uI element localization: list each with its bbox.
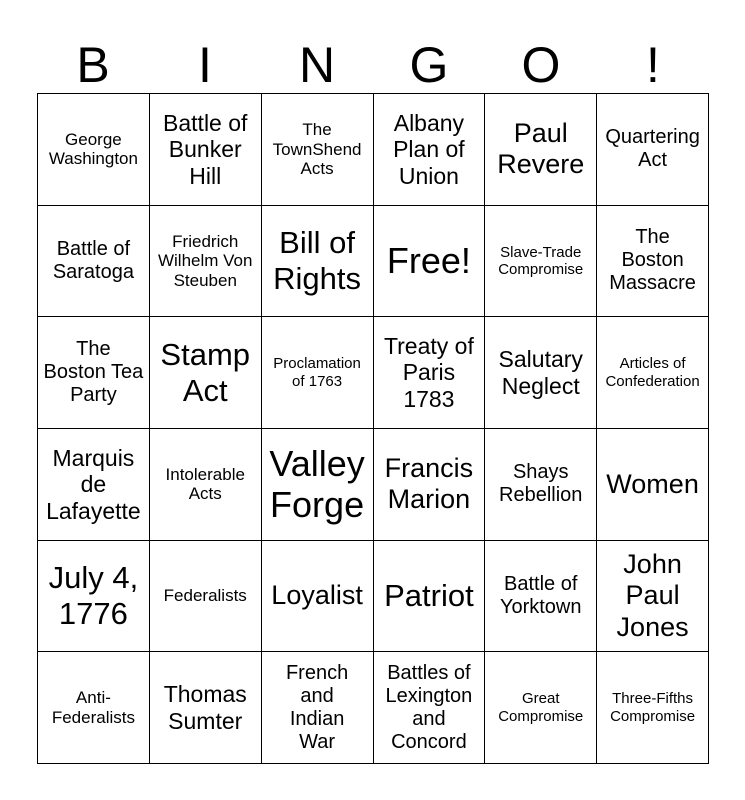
bingo-cell[interactable] <box>374 541 486 653</box>
bingo-cell[interactable] <box>150 541 262 653</box>
cell-label: Albany Plan of Union <box>393 109 465 189</box>
cell-label: Great Compromise <box>498 690 584 725</box>
bingo-cell[interactable] <box>262 652 374 764</box>
bingo-cell[interactable] <box>150 206 262 318</box>
bingo-cell[interactable] <box>597 541 709 653</box>
free-space-label: Free! <box>386 240 471 282</box>
cell-label: Thomas Sumter <box>163 681 247 734</box>
header-letter-o: O <box>521 37 561 93</box>
bingo-cell[interactable] <box>38 206 150 318</box>
bingo-cell[interactable] <box>597 429 709 541</box>
header-letter-exclamation: ! <box>646 37 660 93</box>
bingo-cell[interactable] <box>485 317 597 429</box>
cell-label: Quartering Act <box>605 126 700 172</box>
bingo-cell[interactable] <box>262 317 374 429</box>
bingo-cell[interactable] <box>262 206 374 318</box>
header-letter-g: G <box>409 37 449 93</box>
bingo-cell[interactable] <box>597 652 709 764</box>
cell-label: Battle of Bunker Hill <box>163 109 248 189</box>
cell-label: Battles of Lexington and Concord <box>385 661 473 753</box>
header-letter-n: N <box>298 37 336 93</box>
bingo-cell[interactable] <box>38 94 150 206</box>
cell-label: French and Indian War <box>285 661 349 753</box>
free-space-cell[interactable] <box>374 206 486 318</box>
bingo-cell[interactable] <box>262 429 374 541</box>
bingo-cell[interactable] <box>485 541 597 653</box>
cell-label: Battle of Yorktown <box>499 572 582 618</box>
bingo-cell[interactable] <box>374 317 486 429</box>
bingo-cell[interactable] <box>374 652 486 764</box>
bingo-cell[interactable] <box>150 94 262 206</box>
cell-label: Shays Rebellion <box>499 461 583 507</box>
bingo-card-grid <box>37 93 709 764</box>
cell-label: John Paul Jones <box>616 549 689 642</box>
cell-label: The Boston Massacre <box>609 226 696 295</box>
cell-label: Salutary Neglect <box>498 346 583 399</box>
cell-label: Battle of Saratoga <box>52 237 134 283</box>
cell-label: Friedrich Wilhelm Von Steuben <box>157 231 253 290</box>
bingo-cell[interactable] <box>150 317 262 429</box>
cell-label: Bill of Rights <box>273 225 362 296</box>
cell-label: The Boston Tea Party <box>43 338 144 407</box>
bingo-cell[interactable] <box>485 429 597 541</box>
bingo-cell[interactable] <box>374 94 486 206</box>
bingo-cell[interactable] <box>262 541 374 653</box>
cell-label: Intolerable Acts <box>165 464 245 504</box>
cell-label: Loyalist <box>271 580 363 611</box>
header-letter-i: I <box>198 37 212 93</box>
bingo-cell[interactable] <box>374 429 486 541</box>
bingo-cell[interactable] <box>38 317 150 429</box>
bingo-cell[interactable] <box>150 429 262 541</box>
bingo-cell[interactable] <box>597 94 709 206</box>
bingo-cell[interactable] <box>150 652 262 764</box>
cell-label: Articles of Confederation <box>605 355 700 390</box>
cell-label: George Washington <box>48 129 138 169</box>
bingo-cell[interactable] <box>597 317 709 429</box>
cell-label: Stamp Act <box>160 337 251 408</box>
header-letter-b: B <box>76 37 110 93</box>
bingo-cell[interactable] <box>485 94 597 206</box>
bingo-cell[interactable] <box>262 94 374 206</box>
cell-label: Francis Marion <box>384 453 474 515</box>
cell-label: Federalists <box>163 586 247 606</box>
bingo-cell[interactable] <box>597 206 709 318</box>
cell-label: Slave-Trade Compromise <box>498 243 584 278</box>
cell-label: Women <box>606 468 699 499</box>
bingo-cell[interactable] <box>38 429 150 541</box>
cell-label: Proclamation of 1763 <box>273 355 361 390</box>
cell-label: Treaty of Paris 1783 <box>383 333 474 412</box>
cell-label: July 4, 1776 <box>48 560 139 631</box>
cell-label: Anti-Federalists <box>51 688 135 727</box>
bingo-header <box>37 30 709 100</box>
cell-label: Three-Fifths Compromise <box>610 690 696 725</box>
bingo-cell[interactable] <box>38 652 150 764</box>
cell-label: Patriot <box>384 578 474 614</box>
cell-label: The TownShend Acts <box>272 120 362 179</box>
cell-label: Valley Forge <box>269 442 365 526</box>
cell-label: Paul Revere <box>497 118 585 180</box>
bingo-cell[interactable] <box>485 206 597 318</box>
bingo-cell[interactable] <box>485 652 597 764</box>
bingo-cell[interactable] <box>38 541 150 653</box>
cell-label: Marquis de Lafayette <box>46 444 141 524</box>
